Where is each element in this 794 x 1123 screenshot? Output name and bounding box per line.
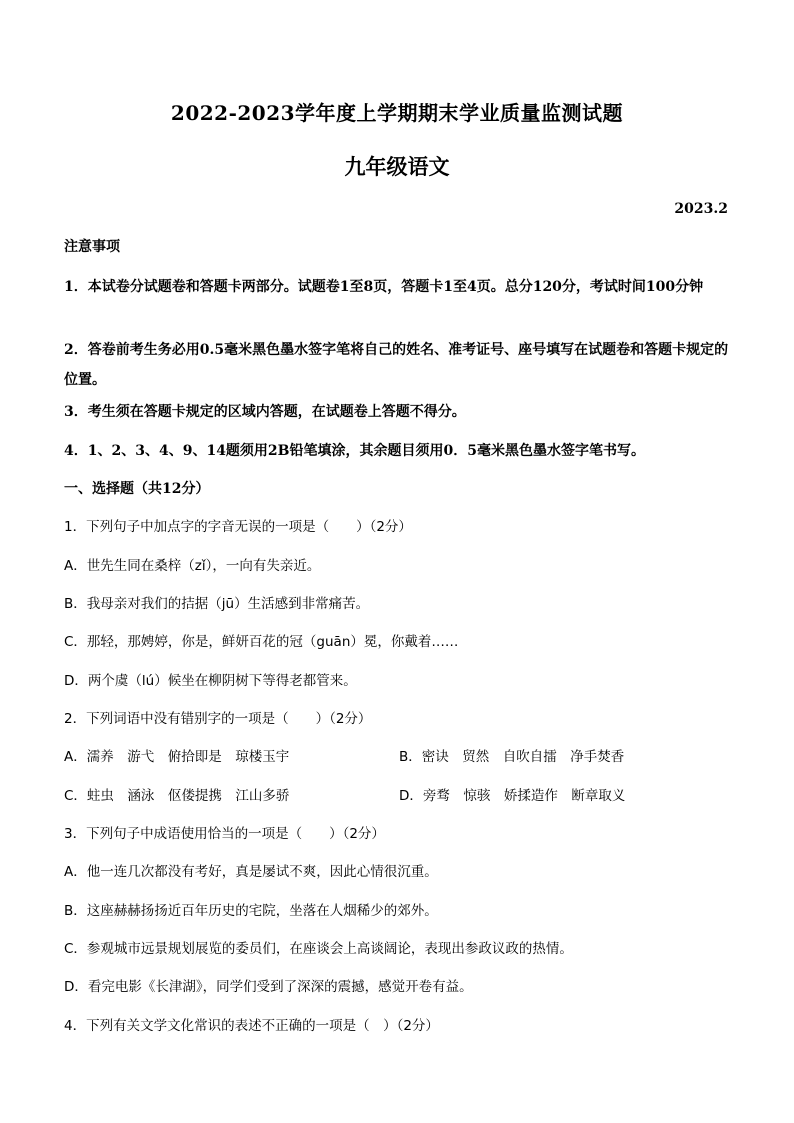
question-option: A．他一连几次都没有考好，真是屡试不爽，因此心情很沉重。 xyxy=(64,864,438,880)
notice-heading: 注意事项 xyxy=(64,239,120,255)
question-option: B．我母亲对我们的拮据（jū）生活感到非常痛苦。 xyxy=(64,596,370,612)
section-heading: 一、选择题（共12分） xyxy=(64,481,210,497)
exam-date: 2023.2 xyxy=(674,201,728,217)
notice-item-4: 4．1、2、3、4、9、14题须用2B铅笔填涂，其余题目须用0．5毫米黑色墨水签字笔书写。 xyxy=(64,443,645,459)
notice-item-1: 1．本试卷分试题卷和答题卡两部分。试题卷1至8页，答题卡1至4页。总分120分，考试时间100分钟 xyxy=(64,279,704,295)
question-option: C．参观城市远景规划展览的委员们，在座谈会上高谈阔论，表现出参政议政的热情。 xyxy=(64,941,573,957)
question-option: A．濡养 游弋 俯拾即是 琼楼玉宇 xyxy=(64,749,290,765)
question-stem: 4．下列有关文学文化常识的表述不正确的一项是（ ）（2分） xyxy=(64,1018,439,1034)
exam-subtitle: 九年级语文 xyxy=(344,154,450,179)
notice-item-2: 2．答卷前考生务必用0.5毫米黑色墨水签字笔将自己的姓名、准考证号、座号填写在试题卷和答题卡规定的位置。 xyxy=(64,342,729,388)
question-option: D．旁骛 惊骇 娇揉造作 断章取义 xyxy=(399,788,626,804)
question-option: D．两个虞（lú）候坐在柳阴树下等得老都管来。 xyxy=(64,673,357,689)
option-row xyxy=(64,781,734,811)
option-row xyxy=(64,742,734,772)
question-option: C．那轻，那娉婷，你是，鲜妍百花的冠（guān）冕，你戴着…… xyxy=(64,634,459,650)
question-stem: 3．下列句子中成语使用恰当的一项是（ ）（2分） xyxy=(64,826,385,842)
exam-title: 2022-2023学年度上学期期末学业质量监测试题 xyxy=(170,101,624,125)
question-option: D．看完电影《长津湖》，同学们受到了深深的震撼，感觉开卷有益。 xyxy=(64,979,473,995)
notice-item-3: 3．考生须在答题卡规定的区域内答题，在试题卷上答题不得分。 xyxy=(64,404,466,420)
question-option: A．世先生同在桑梓（zǐ），一向有失亲近。 xyxy=(64,558,321,574)
question-option: B．这座赫赫扬扬近百年历史的宅院，坐落在人烟稀少的郊外。 xyxy=(64,903,438,919)
question-stem: 2．下列词语中没有错别字的一项是（ ）（2分） xyxy=(64,711,372,727)
question-option: B．密诀 贸然 自吹自擂 净手焚香 xyxy=(399,749,625,765)
question-stem: 1．下列句子中加点字的字音无误的一项是（ ）（2分） xyxy=(64,519,412,535)
question-option: C．蛀虫 涵泳 伛偻提携 江山多骄 xyxy=(64,788,290,804)
